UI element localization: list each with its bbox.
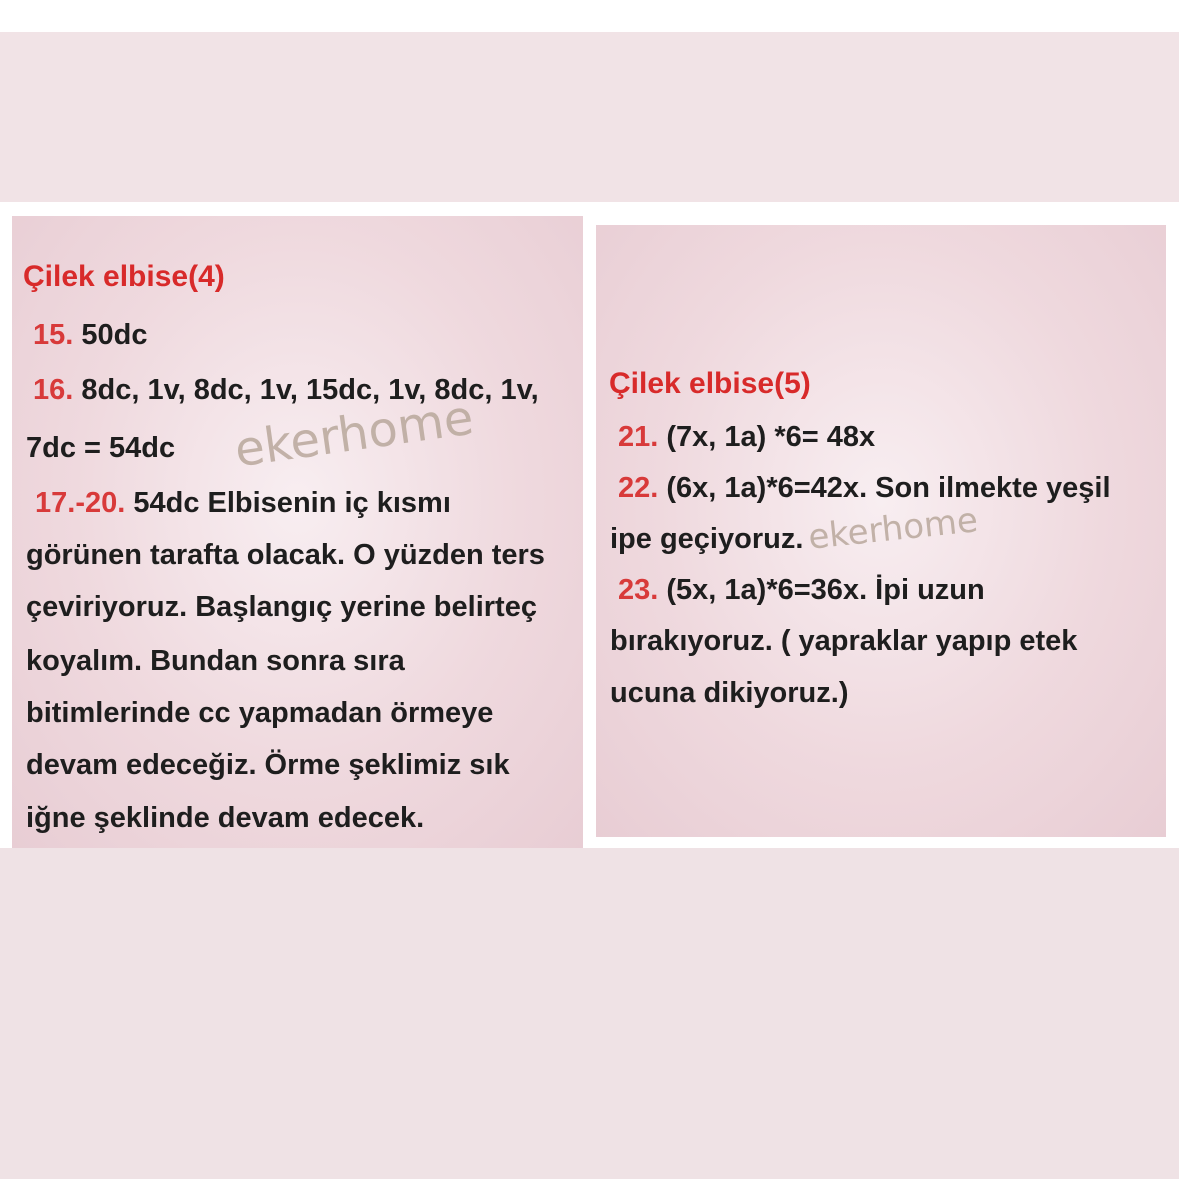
row-number: 21. — [618, 421, 659, 453]
pattern-row-17-20 — [35, 487, 451, 520]
row-number: 15. — [33, 319, 74, 351]
row-text: 50dc — [73, 319, 148, 351]
row-text: (6x, 1a)*6=42x. Son ilmekte yeşil — [658, 472, 1111, 504]
text-line: bırakıyoruz. ( yapraklar yapıp etek — [610, 625, 1078, 657]
row-text: (7x, 1a) *6= 48x — [658, 421, 876, 453]
pattern-row-16-cont: 7dc = 54dc — [26, 432, 176, 464]
text-line: görünen tarafta olacak. O yüzden ters — [26, 539, 545, 571]
card-title: Çilek elbise(5) — [609, 367, 811, 400]
text-line: koyalım. Bundan sonra sıra — [26, 645, 405, 677]
text-line: iğne şeklinde devam edecek. — [26, 802, 425, 834]
pattern-card-left — [12, 216, 583, 848]
row-text: (5x, 1a)*6=36x. İpi uzun — [658, 574, 985, 606]
watermark-text: ekerhome — [231, 389, 477, 479]
top-white-strip — [0, 0, 1179, 32]
text-line: çeviriyoruz. Başlangıç yerine belirteç — [26, 591, 537, 623]
text-line: devam edeceğiz. Örme şeklimiz sık — [26, 749, 510, 781]
text-line: bitimlerinde cc yapmadan örmeye — [26, 697, 494, 729]
row-number: 23. — [618, 574, 659, 606]
pattern-row-21 — [618, 421, 875, 454]
row-text: 54dc Elbisenin iç kısmı — [125, 487, 451, 519]
pattern-row-15 — [33, 319, 148, 352]
bottom-pink-band — [0, 848, 1179, 1179]
pattern-card-right — [596, 225, 1166, 837]
card-title: Çilek elbise(4) — [23, 260, 225, 293]
row-number: 16. — [33, 374, 74, 406]
pattern-row-23 — [618, 574, 985, 607]
top-pink-band — [0, 32, 1179, 202]
pattern-row-22-cont: ipe geçiyoruz. — [610, 523, 804, 555]
row-number: 22. — [618, 472, 659, 504]
watermark-text: ekerhome — [806, 500, 980, 558]
row-number: 17.-20. — [35, 487, 126, 519]
text-line: ucuna dikiyoruz.) — [610, 677, 849, 709]
pattern-row-22 — [618, 472, 1111, 505]
row-text: 8dc, 1v, 8dc, 1v, 15dc, 1v, 8dc, 1v, — [73, 374, 539, 406]
